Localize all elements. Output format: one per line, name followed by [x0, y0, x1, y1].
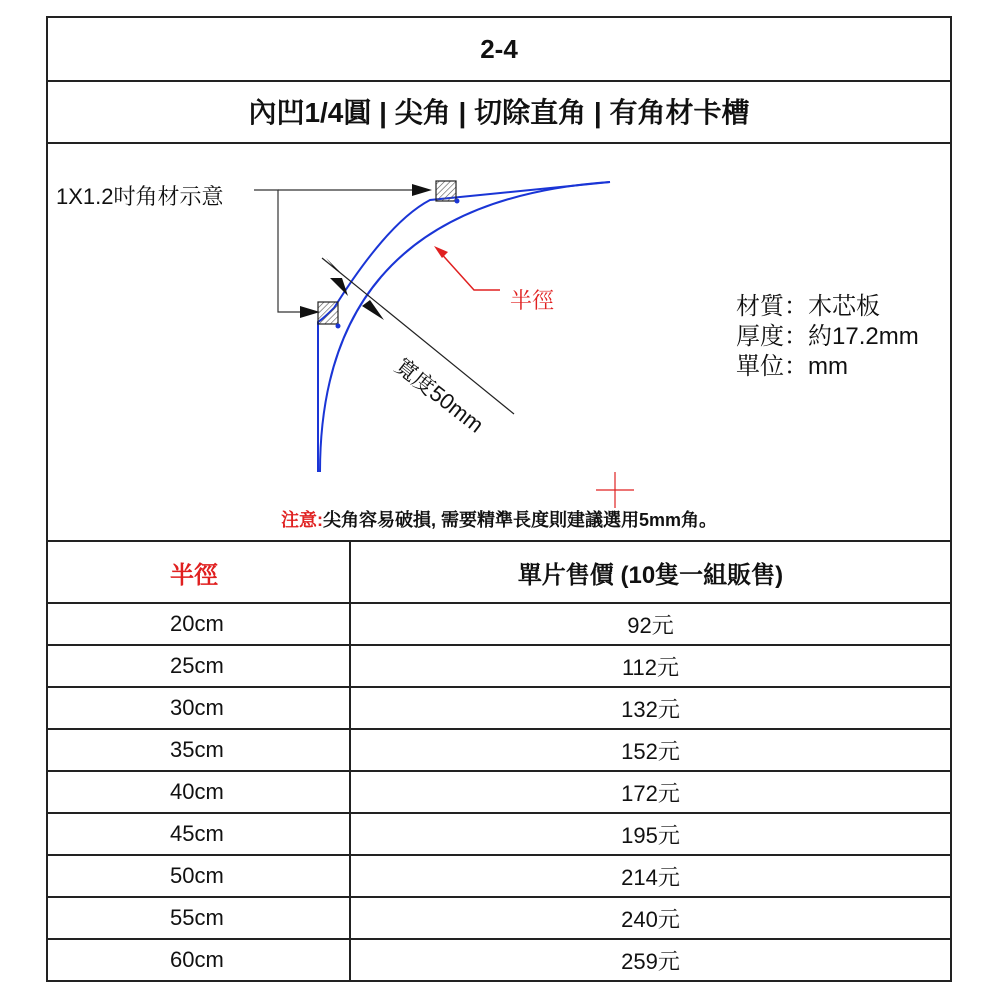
price-cell: 172元: [350, 771, 950, 813]
price-table: [48, 540, 950, 980]
note: [48, 506, 950, 532]
spec-material: 材質：木芯板: [736, 293, 880, 320]
product-card: [46, 16, 952, 982]
header-radius: 半徑: [48, 541, 350, 603]
angle-label: 1X1.2吋角材示意: [56, 184, 224, 209]
price-cell: 92元: [350, 603, 950, 645]
radius-cell: 30cm: [48, 687, 350, 729]
corner-dot: [455, 199, 460, 204]
radius-cell: 20cm: [48, 603, 350, 645]
width-label: 寬度50mm: [390, 353, 489, 438]
price-cell: 259元: [350, 939, 950, 980]
table-row: [48, 729, 950, 771]
radius-cell: 50cm: [48, 855, 350, 897]
spec-thickness: 厚度：約17.2mm: [736, 323, 919, 350]
price-cell: 240元: [350, 897, 950, 939]
leader-line: [254, 190, 312, 312]
arrow-head: [326, 258, 340, 272]
price-cell: 214元: [350, 855, 950, 897]
arrow-head: [412, 184, 432, 196]
price-cell: 132元: [350, 687, 950, 729]
table-row: [48, 939, 950, 980]
price-cell: 112元: [350, 645, 950, 687]
price-cell: 152元: [350, 729, 950, 771]
product-subtitle: 內凹1/4圓 | 尖角 | 切除直角 | 有角材卡槽: [48, 80, 950, 144]
arrow-head: [300, 306, 320, 318]
table-row: [48, 855, 950, 897]
price-cell: 195元: [350, 813, 950, 855]
note-prefix: 注意:: [280, 510, 323, 530]
radius-label: 半徑: [510, 288, 555, 313]
radius-cell: 55cm: [48, 897, 350, 939]
table-row: [48, 687, 950, 729]
corner-block-top: [436, 181, 456, 201]
arrow-head: [434, 246, 448, 258]
product-code: 2-4: [48, 18, 950, 82]
arrow-head: [362, 300, 384, 320]
arrow-head: [330, 278, 348, 296]
spec-list: [736, 292, 919, 382]
table-row: [48, 813, 950, 855]
header-price: 單片售價 (10隻一組販售): [350, 541, 950, 603]
table-row: [48, 897, 950, 939]
table-header-row: [48, 541, 950, 603]
radius-pointer-line: [438, 250, 500, 290]
corner-dot: [336, 324, 341, 329]
table-row: [48, 771, 950, 813]
radius-cell: 40cm: [48, 771, 350, 813]
corner-diagram: [48, 142, 950, 540]
corner-block-left: [318, 302, 338, 324]
radius-cell: 35cm: [48, 729, 350, 771]
radius-cell: 60cm: [48, 939, 350, 980]
radius-cell: 45cm: [48, 813, 350, 855]
table-row: [48, 603, 950, 645]
table-row: [48, 645, 950, 687]
radius-cell: 25cm: [48, 645, 350, 687]
spec-unit: 單位：mm: [736, 353, 848, 380]
note-text: 尖角容易破損, 需要精準長度則建議選用5mm角。: [322, 510, 718, 530]
